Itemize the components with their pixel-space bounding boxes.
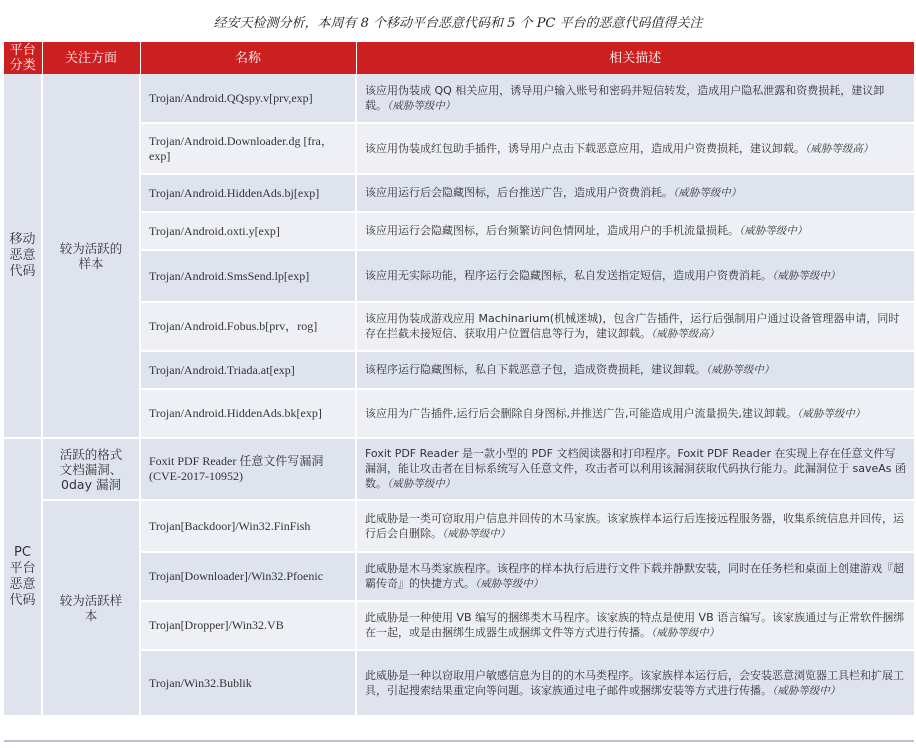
focus-cell: 较为活跃样 本 bbox=[42, 500, 140, 716]
description-text: 此威胁是一类可窃取用户信息并回传的木马家族。该家族样本运行后连接远程服务器，收集系统信息并回传，运行后会自删除。 bbox=[365, 511, 904, 540]
table-row bbox=[4, 389, 914, 438]
threat-level: （威胁等级中） bbox=[772, 684, 841, 697]
header-focus: 关注方面 bbox=[42, 42, 140, 74]
description-cell bbox=[356, 351, 914, 389]
table-header-row bbox=[4, 42, 914, 74]
threat-level: （威胁等级中） bbox=[739, 225, 808, 237]
table-row bbox=[4, 438, 914, 500]
threat-level: （威胁等级中） bbox=[651, 627, 720, 639]
malware-name: Trojan/Android.Downloader.dg [fra，exp] bbox=[140, 123, 356, 174]
malware-name: Trojan/Android.oxti.y[exp] bbox=[140, 212, 356, 250]
malware-name: Trojan[Downloader]/Win32.Pfoenic bbox=[140, 552, 356, 601]
description-cell bbox=[356, 650, 914, 716]
malware-name: Trojan/Android.Triada.at[exp] bbox=[140, 351, 356, 389]
malware-name: Trojan/Android.HiddenAds.bk[exp] bbox=[140, 389, 356, 438]
header-platform: 平台 分类 bbox=[4, 42, 42, 74]
focus-cell: 活跃的格式 文档漏洞、 0day 漏洞 bbox=[42, 438, 140, 500]
table-row bbox=[4, 74, 914, 123]
description-text: 该应用无实际功能，程序运行会隐藏图标，私自发送指定短信，造成用户资费消耗。 bbox=[365, 269, 772, 282]
table-row bbox=[4, 123, 914, 174]
table-row bbox=[4, 650, 914, 716]
description-cell bbox=[356, 552, 914, 601]
threat-level: （威胁等级高） bbox=[651, 328, 720, 340]
description-text: 该应用运行后会隐藏图标，后台推送广告，造成用户资费消耗。 bbox=[365, 186, 673, 199]
threat-level: （威胁等级中） bbox=[387, 478, 456, 490]
description-text: 此威胁是一种以窃取用户敏感信息为目的的木马类程序。该家族样本运行后，会安装恶意浏览器工具栏和扩展工具，引起搜索结果重定向等问题。该家族通过电子邮件或捆绑安装等方式进行传播。 bbox=[365, 668, 904, 697]
table-row bbox=[4, 302, 914, 351]
platform-cell: PC 平台 恶意 代码 bbox=[4, 438, 42, 716]
threat-level: （威胁等级中） bbox=[772, 270, 841, 282]
malware-name: Trojan/Android.SmsSend.lp[exp] bbox=[140, 250, 356, 302]
description-cell bbox=[356, 302, 914, 351]
bottom-rule bbox=[4, 740, 914, 742]
table-row bbox=[4, 601, 914, 650]
malware-name: Trojan[Backdoor]/Win32.FinFish bbox=[140, 500, 356, 552]
table-row bbox=[4, 212, 914, 250]
table-row bbox=[4, 500, 914, 552]
threat-level: （威胁等级中） bbox=[387, 99, 456, 112]
threat-level: （威胁等级中） bbox=[475, 578, 544, 590]
description-text: 该应用伪装成红包助手插件，诱导用户点击下载恶意应用，造成用户资费损耗，建议卸载。 bbox=[365, 141, 805, 155]
malware-name: Trojan/Win32.Bublik bbox=[140, 650, 356, 716]
table-row bbox=[4, 174, 914, 212]
description-text: 该应用运行会隐藏图标，后台频繁访问色情网址，造成用户的手机流量损耗。 bbox=[365, 224, 739, 237]
malware-name: Foxit PDF Reader 任意文件写漏洞 (CVE-2017-10952) bbox=[140, 438, 356, 500]
description-cell bbox=[356, 438, 914, 500]
description-text: 该应用为广告插件,运行后会删除自身图标,并推送广告,可能造成用户流量损失,建议卸载。 bbox=[365, 406, 797, 420]
malware-name: Trojan/Android.HiddenAds.bj[exp] bbox=[140, 174, 356, 212]
header-desc: 相关描述 bbox=[356, 42, 914, 74]
threat-level: （威胁等级高） bbox=[805, 142, 874, 155]
threat-level: （威胁等级中） bbox=[673, 187, 742, 199]
description-cell bbox=[356, 500, 914, 552]
description-text: 该应用伪装成 QQ 相关应用，诱导用户输入账号和密码并短信转发，造成用户隐私泄露和资费损耗，建议卸载。 bbox=[365, 83, 885, 112]
platform-cell: 移动 恶意 代码 bbox=[4, 74, 42, 438]
focus-cell: 较为活跃的 样本 bbox=[42, 74, 140, 438]
table-row bbox=[4, 351, 914, 389]
header-name: 名称 bbox=[140, 42, 356, 74]
malware-name: Trojan/Android.Fobus.b[prv，rog] bbox=[140, 302, 356, 351]
description-cell bbox=[356, 250, 914, 302]
table-row bbox=[4, 250, 914, 302]
description-cell bbox=[356, 74, 914, 123]
threat-level: （威胁等级中） bbox=[796, 407, 866, 420]
description-text: 此威胁是木马类家族程序。该程序的样本执行后进行文件下载并静默安装，同时在任务栏和桌面上创建游戏『超霸传奇』的快捷方式。 bbox=[365, 562, 904, 590]
description-text: Foxit PDF Reader 是一款小型的 PDF 文档阅读器和打印程序。Foxit PDF Reader 在实现上存在任意文件写漏洞，能让攻击者在目标系统写入任意文件，攻击者可以利用该漏洞获取代码执行能力。此漏洞位于 saveAs 函数。 bbox=[365, 447, 906, 490]
table-caption: 经安天检测分析，本周有 8 个移动平台恶意代码和 5 个 PC 平台的恶意代码值得关注 bbox=[213, 15, 703, 31]
description-cell bbox=[356, 212, 914, 250]
description-cell bbox=[356, 601, 914, 650]
threat-level: （威胁等级中） bbox=[706, 364, 775, 376]
threat-level: （威胁等级中） bbox=[442, 527, 511, 540]
malware-name: Trojan[Dropper]/Win32.VB bbox=[140, 601, 356, 650]
description-text: 该应用伪装成游戏应用 Machinarium(机械迷城)，包含广告插件，运行后强制用户通过设备管理器申请，同时存在拦截未接短信、获取用户位置信息等行为，建议卸载。 bbox=[365, 312, 900, 340]
malware-table bbox=[4, 42, 914, 717]
description-cell bbox=[356, 389, 914, 438]
malware-name: Trojan/Android.QQspy.v[prv,exp] bbox=[140, 74, 356, 123]
description-text: 此威胁是一种使用 VB 编写的捆绑类木马程序。该家族的特点是使用 VB 语言编写。该家族通过与正常软件捆绑在一起，或是由捆绑生成器生成捆绑文件等方式进行传播。 bbox=[365, 611, 905, 639]
description-cell bbox=[356, 123, 914, 174]
table-row bbox=[4, 552, 914, 601]
description-cell bbox=[356, 174, 914, 212]
table-body bbox=[4, 74, 914, 716]
description-text: 该程序运行隐藏图标，私自下载恶意子包，造成资费损耗，建议卸载。 bbox=[365, 363, 706, 376]
